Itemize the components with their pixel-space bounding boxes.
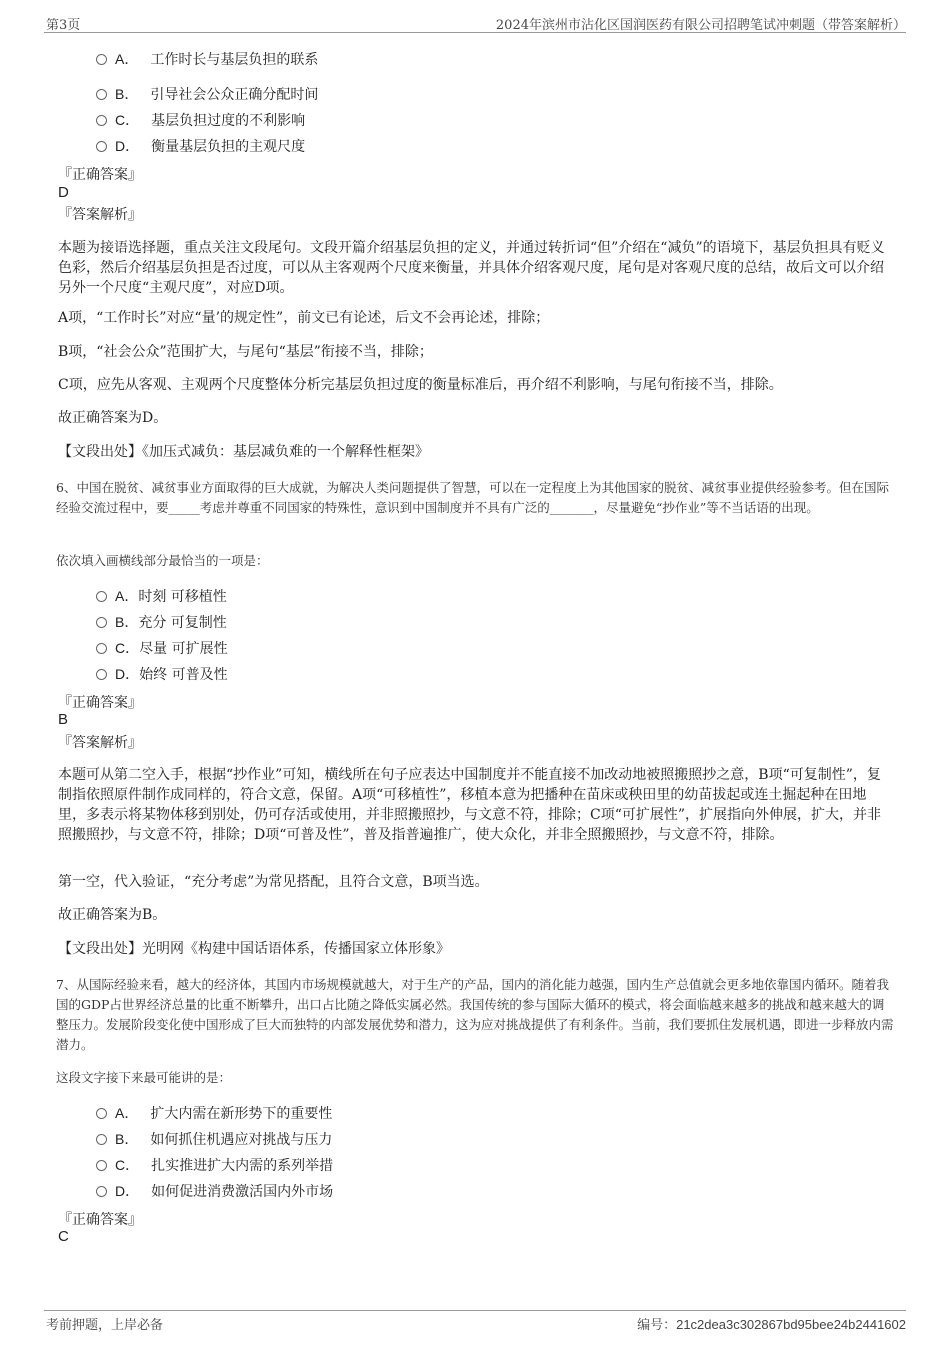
option-letter: C．	[115, 1157, 140, 1173]
option-letter: A．	[115, 1105, 139, 1121]
q6-analysis-label: 『答案解析』	[58, 735, 142, 751]
option-text: 如何促进消费激活国内外市场	[151, 1184, 334, 1200]
option-text: 工作时长与基层负担的联系	[150, 52, 319, 68]
header-divider	[44, 32, 906, 33]
option-letter: C．	[115, 112, 140, 128]
option-text: 扎实推进扩大内需的系列举措	[151, 1158, 334, 1174]
radio-icon[interactable]	[96, 617, 107, 628]
q6-answer-label: 『正确答案』	[58, 695, 142, 711]
radio-icon[interactable]	[96, 54, 107, 65]
q7-answer: C	[58, 1228, 69, 1245]
q5-analysis-b: B项，“社会公众”范围扩大，与尾句“基层”衔接不当，排除；	[58, 344, 433, 360]
q5-analysis-c: C项，应先从客观、主观两个尺度整体分析完基层负担过度的衡量标准后，再介绍不利影响，与尾句衔接不当，排除。	[58, 377, 783, 393]
q6-option-c[interactable]	[96, 638, 228, 660]
footer-slogan: 考前押题，上岸必备	[46, 1318, 164, 1333]
option-letter: B．	[115, 614, 139, 630]
option-letter: D．	[115, 1183, 140, 1199]
q7-option-d[interactable]	[96, 1181, 333, 1203]
q6-answer: B	[58, 711, 69, 728]
option-letter: B．	[115, 1131, 139, 1147]
q5-source: 【文段出处】《加压式减负：基层减负难的一个解释性框架》	[58, 444, 429, 460]
option-text: 衡量基层负担的主观尺度	[151, 139, 306, 155]
page-header	[0, 0, 950, 38]
radio-icon[interactable]	[96, 1134, 107, 1145]
q5-option-d[interactable]	[96, 136, 305, 158]
document-title: 2024年滨州市沾化区国润医药有限公司招聘笔试冲刺题（带答案解析）	[495, 18, 906, 33]
q5-answer: D	[58, 184, 69, 201]
q6-analysis-detail: 本题可从第二空入手，根据“抄作业”可知，横线所在句子应表达中国制度并不能直接不加改动地被照搬照抄之意，B项“可复制性”，复制指依照原件制作成同样的，符合文意，保留。A项“可移植性”，移植本意为把播种在苗床或秧田里的幼苗拔起或连土掘起种在田地里，多表示将某物体移到别处，仍可存活或使用，并非照搬照抄，与文意不符，排除；C项“可扩展性”，扩展指向外伸展，扩大，并非照搬照抄，与文意不符，排除；D项“可普及性”，普及指普遍推广，使大众化，并非全照搬照抄，与文意不符，排除。	[58, 767, 882, 843]
q7-answer-label: 『正确答案』	[58, 1212, 142, 1228]
q6-source: 【文段出处】光明网《构建中国话语体系，传播国家立体形象》	[58, 941, 450, 957]
radio-icon[interactable]	[96, 1160, 107, 1171]
q6-stem: 6、中国在脱贫、减贫事业方面取得的巨大成就，为解决人类问题提供了智慧，可以在一定程度上为其他国家的脱贫、减贫事业提供经验参考。但在国际经验交流过程中，要_____考虑并尊重不同国家的特殊性，意识到中国制度并不具有广泛的_______，尽量避免“抄作业”等不当话语的出现。	[56, 480, 889, 515]
option-letter: D．	[115, 666, 140, 682]
q5-analysis-a: A项，“工作时长”对应“量’的规定性”，前文已有论述，后文不会再论述，排除；	[58, 310, 550, 326]
radio-icon[interactable]	[96, 591, 107, 602]
q6-analysis-first-blank: 第一空，代入验证，“充分考虑”为常见搭配，且符合文意，B项当选。	[58, 874, 489, 890]
q5-answer-label: 『正确答案』	[58, 167, 142, 183]
option-text: 尽量 可扩展性	[139, 641, 228, 657]
q7-stem: 7、从国际经验来看，越大的经济体，其国内市场规模就越大，对于生产的产品，国内的消化能力越强，国内生产总值就会更多地依靠国内循环。随着我国的GDP占世界经济总量的比重不断攀升，出口占比随之降低实属必然。我国传统的参与国际大循环的模式，将会面临越来越多的挑战和越来越大的调整压力。发展阶段变化使中国形成了巨大而独特的内部发展优势和潜力，这为应对挑战提供了有利条件。当前，我们要抓住发展机遇，即进一步释放内需潜力。	[56, 977, 894, 1052]
radio-icon[interactable]	[96, 141, 107, 152]
q7-option-c[interactable]	[96, 1155, 333, 1177]
option-text: 引导社会公众正确分配时间	[150, 87, 319, 103]
q5-option-b[interactable]	[96, 84, 318, 106]
q6-option-b[interactable]	[96, 612, 227, 634]
q5-analysis-summary: 本题为接语选择题，重点关注文段尾句。文段开篇介绍基层负担的定义，并通过转折词“但”介绍在“减负”的语境下，基层负担具有贬义色彩，然后介绍基层负担是否过度，可以从主客观两个尺度来衡量，并具体介绍客观尺度，尾句是对客观尺度的总结，故后文可以介绍另外一个尺度“主观尺度”，对应D项。	[58, 240, 885, 296]
option-text: 扩大内需在新形势下的重要性	[150, 1106, 333, 1122]
radio-icon[interactable]	[96, 669, 107, 680]
q5-analysis-label: 『答案解析』	[58, 207, 142, 223]
q6-option-a[interactable]	[96, 586, 227, 608]
option-text: 始终 可普及性	[139, 667, 228, 683]
option-text: 时刻 可移植性	[138, 589, 227, 605]
option-letter: A．	[115, 588, 139, 604]
radio-icon[interactable]	[96, 643, 107, 654]
footer-code	[637, 1314, 906, 1333]
option-text: 如何抓住机遇应对挑战与压力	[150, 1132, 333, 1148]
q7-option-b[interactable]	[96, 1129, 332, 1151]
q6-option-d[interactable]	[96, 664, 228, 686]
q7-prompt: 这段文字接下来最可能讲的是：	[56, 1070, 232, 1085]
q5-option-c[interactable]	[96, 110, 305, 132]
option-letter: C．	[115, 640, 140, 656]
radio-icon[interactable]	[96, 1108, 107, 1119]
page-footer	[0, 1300, 950, 1345]
code-value: 21c2dea3c302867bd95bee24b2441602	[676, 1317, 906, 1332]
page-number: 第3页	[46, 18, 81, 33]
radio-icon[interactable]	[96, 1186, 107, 1197]
code-label: 编号：	[637, 1318, 677, 1333]
footer-divider	[44, 1310, 906, 1311]
radio-icon[interactable]	[96, 89, 107, 100]
radio-icon[interactable]	[96, 115, 107, 126]
option-text: 基层负担过度的不利影响	[151, 113, 306, 129]
q6-conclusion: 故正确答案为B。	[58, 907, 167, 923]
option-letter: A．	[115, 51, 139, 67]
q7-option-a[interactable]	[96, 1103, 332, 1125]
q6-prompt: 依次填入画横线部分最恰当的一项是：	[56, 553, 269, 568]
q5-conclusion: 故正确答案为D。	[58, 410, 168, 426]
option-letter: B．	[115, 86, 139, 102]
option-text: 充分 可复制性	[138, 615, 227, 631]
option-letter: D．	[115, 138, 140, 154]
q5-option-a[interactable]	[96, 49, 318, 71]
